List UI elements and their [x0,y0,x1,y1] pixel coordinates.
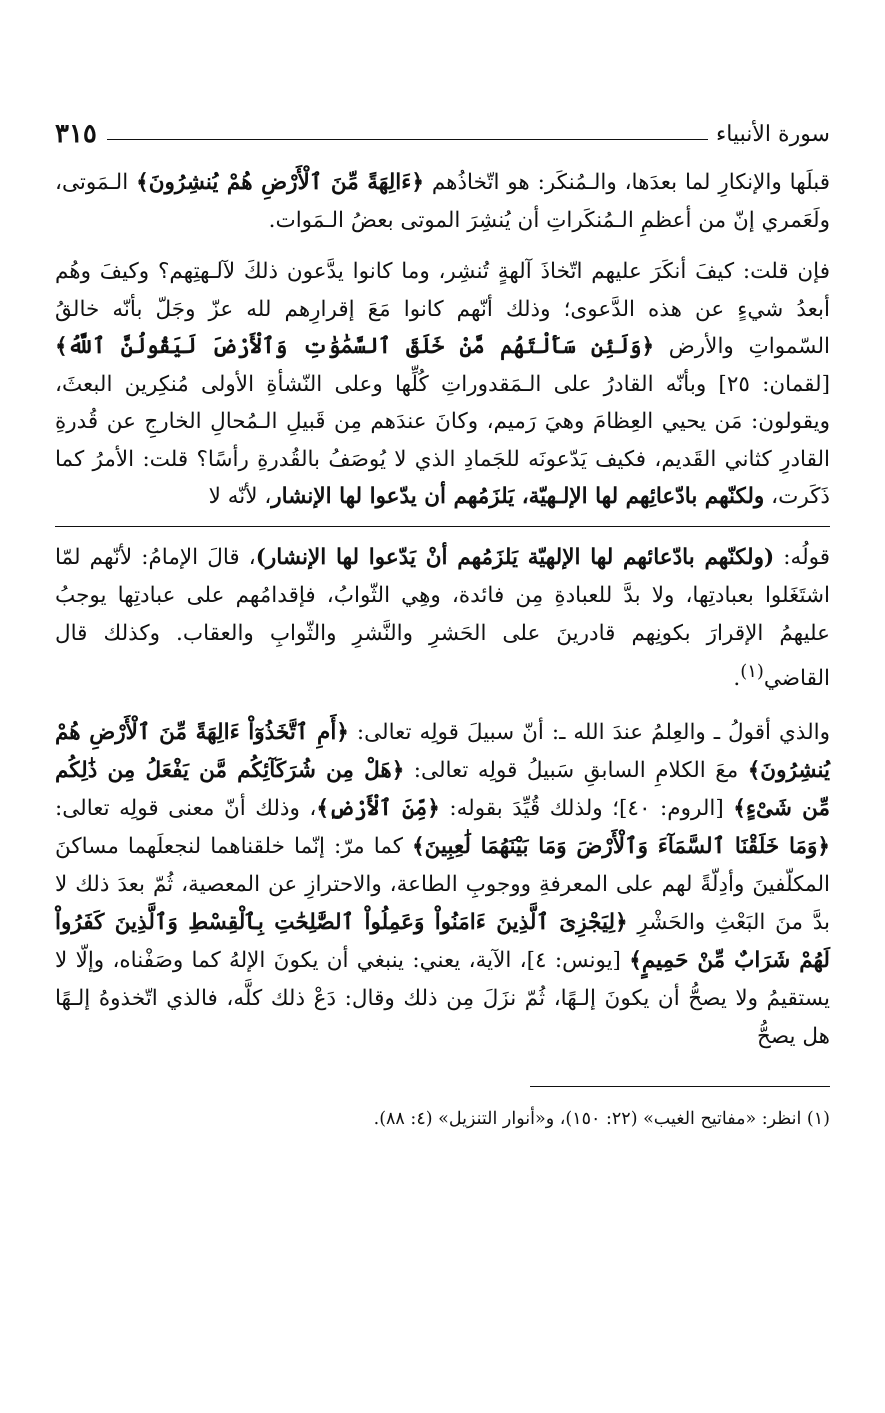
text-run: الـمَوتى، ولَعَمري إنّ من أعظمِ الـمُنكَراتِ أن يُنشِرَ الموتى بعضُ الـمَوات. [55,170,830,233]
text-run: قولُه: [774,544,830,570]
text-run: ، وذلك أنّ معنى قولِه تعالى: [55,795,317,821]
verse-reference: [لقمان: ٢٥] [706,371,830,397]
text-run: معَ الكلامِ السابقِ سَبيلُ قولِه تعالى: [404,757,748,783]
main-paragraph-1 [55,164,830,239]
text-run: ، قالَ الإمامُ: لأنّهم لمّا اشتَغَلوا بعبادتِها، ولا بدَّ للعبادةِ مِن فائدة، وهِي الثّوابُ، فإقدامُهم على عبادتِها يوجبُ عليهمُ الإقرارَ بكونِهم قادرينَ على الحَشرِ والنَّشرِ والثّوابِ والعقاب. وكذلك قال القاضي [55,544,830,691]
commentary-divider [55,526,830,527]
commentary-text [55,539,830,1056]
quran-quote: ﴿هَلْ مِن شُرَكَآئِكُم مَّن يَفْعَلُ مِن ذَٰلِكُم مِّن شَىْءٍ﴾ [55,757,830,821]
quran-quote: ﴿مِّنَ ٱلْأَرْضِ﴾ [316,795,440,821]
commentary-paragraph-2 [55,714,830,1056]
footnote-reference[interactable]: (١) [740,660,764,682]
main-paragraph-2 [55,253,830,516]
verse-reference: [الروم: ٤٠] [619,795,734,821]
text-run: وبأنّه القادرُ على الـمَقدوراتِ كُلِّها وعلى النّشأةِ الأولى مُنكِرين البعثَ، ويقولون: مَن يحيي العِظامَ وهيَ رَميم، وكانَ عندَهم مِن قَبيلِ الـمُحالِ الخارجِ عن قُدرةِ القادرِ كثاني القَديم، فكيف يَدّعونَه للجَمادِ الذي لا يُوصَفُ بالقُدرةِ رأسًا؟ قلت: الأمرُ كما ذَكَرت، [55,371,830,509]
footnote-text: (١) انظر: «مفاتيح الغيب» (٢٢: ١٥٠)، و«أنوار التنزيل» (٤: ٨٨). [373,1109,830,1130]
text-run: ، الآية، يعني: ينبغي أن يكونَ الإلهُ كما وصَفْناه، وإلّا لا يستقيمُ ولا يصحُّ أن يكونَ إلـهًا، ثُمّ نزَلَ مِن ذلك وقال: دَعْ ذلك كلَّه، فالذي اتّخذوهُ إلـهًا هل يصحُّ [55,947,830,1049]
quran-quote: ﴿لِيَجْزِىَ ٱلَّذِينَ ءَامَنُواْ وَعَمِلُواْ ٱلصَّٰلِحَٰتِ بِٱلْقِسْطِ وَٱلَّذِينَ كَفَرُواْ لَهُمْ شَرَابٌ مِّنْ حَمِيمٍ﴾ [55,909,830,973]
text-run: كما مرّ: إنّما خلقناهما لنجعلَهما مساكنَ المكلّفينَ وأدِلّةً لهم على المعرفةِ ووجوبِ الطاعة، والاحترازِ عن المعصية، ثُمّ بعدَ ذلك لا بدَّ منَ البَعْثِ والحَشْرِ [55,833,830,935]
quran-quote: ﴿وَمَا خَلَقْنَا ٱلسَّمَآءَ وَٱلْأَرْضَ وَمَا بَيْنَهُمَا لَٰعِبِينَ﴾ [412,833,830,859]
footnote [55,1104,830,1134]
surah-title: سورة الأنبياء [715,121,830,147]
text-run: ؛ ولذلك قُيِّدَ بقوله: [439,795,620,821]
quran-quote: ﴿ءَالِهَةً مِّنَ ٱلْأَرْضِ هُمْ يُنشِرُونَ﴾ [136,170,424,195]
text-run: قبلَها والإنكارِ لما بعدَها، والـمُنكَر: هو اتّخاذُهم [423,170,830,195]
header-rule [107,139,708,140]
footnote-divider [530,1086,830,1087]
book-page [55,112,830,1352]
text-run: ، لأنّه لا [208,484,272,509]
bold-phrase: (ولكنّهم بادّعائهم لها الإلهيّة يَلزَمُهم أنْ يَدّعوا لها الإنشار) [255,544,775,570]
text-run: . [733,665,741,691]
bold-phrase: ولكنّهم بادّعائِهم لها الإلـهيّة، يَلزَمُهم أن يدّعوا لها الإنشار [271,484,765,509]
page-number: ٣١٥ [55,119,97,149]
running-header [55,112,830,156]
quran-quote: ﴿وَلَئِن سَأَلْتَهُم مَّنْ خَلَقَ ٱلسَّمَٰوَٰتِ وَٱلْأَرْضَ لَيَقُولُنَّ ٱللَّهُ﴾ [55,334,655,359]
main-text [55,164,830,516]
text-run: فإن قلت: كيفَ أنكَرَ عليهم اتّخاذَ آلهةٍ تُنشِر، وما كانوا يدَّعون ذلكَ لآلـهتِهم؟ وكيفَ وهُم أبعدُ شيءٍ عن هذه الدَّعوى؛ وذلك أنّهم كانوا مَعَ إقرارِهم لله عزّ وجَلّ بأنّه خالقُ السّمواتِ والأرض [55,259,830,359]
text-run: والذي أقولُ ـ والعِلمُ عندَ الله ـ: أنّ سبيلَ قولِه تعالى: [348,719,830,745]
quran-quote: ﴿أَمِ ٱتَّخَذُوٓاْ ءَالِهَةً مِّنَ ٱلْأَرْضِ هُمْ يُنشِرُونَ﴾ [55,719,830,783]
verse-reference: [يونس: ٤] [526,947,630,973]
commentary-paragraph-1 [55,539,830,698]
